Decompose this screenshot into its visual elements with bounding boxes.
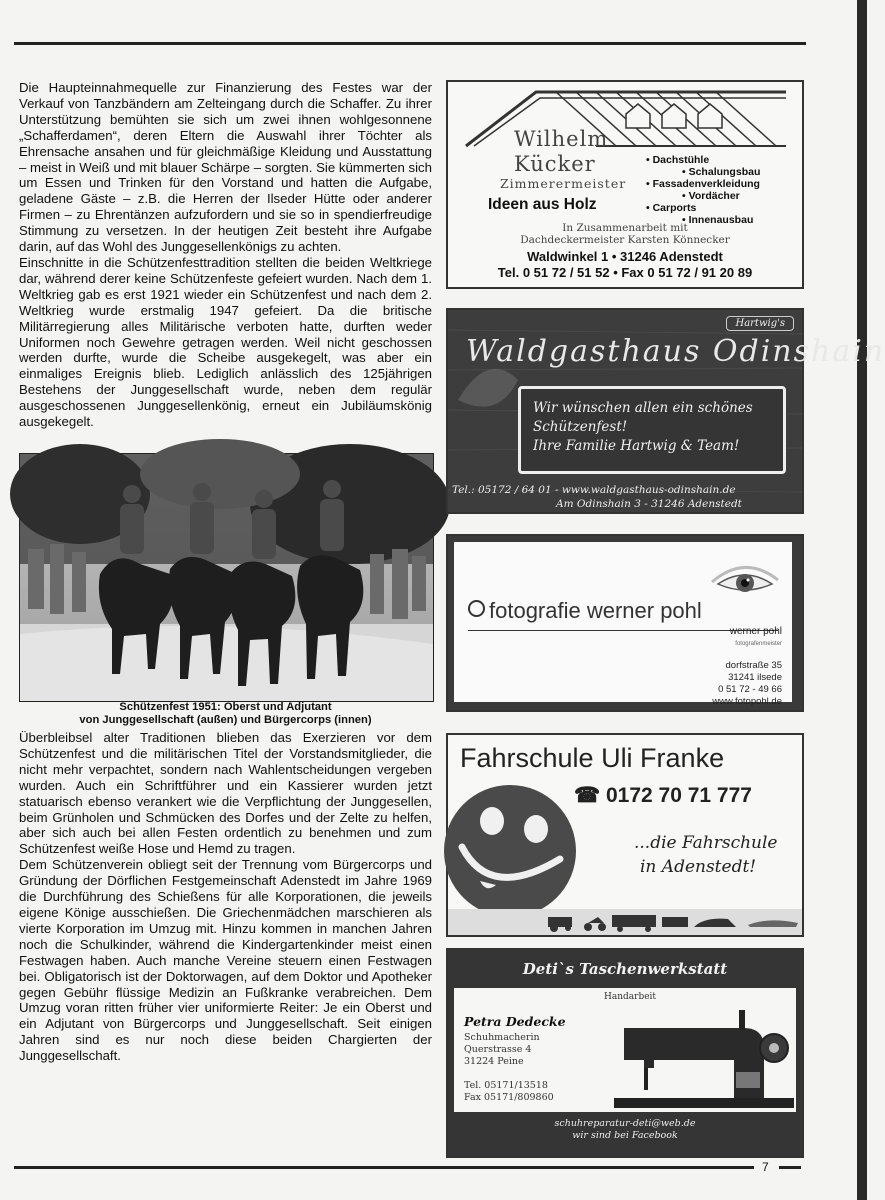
slogan-line: ...die Fahrschule	[634, 833, 778, 853]
services-list	[646, 154, 760, 226]
ad-kuecker	[446, 80, 804, 289]
cooperation-line: Dachdeckermeister Karsten Könnecker	[520, 234, 730, 246]
address-block	[464, 1032, 540, 1068]
phone-line	[574, 783, 752, 808]
studio-name-text: fotografie werner pohl	[489, 598, 702, 623]
facebook-note: wir sind bei Facebook	[572, 1130, 678, 1141]
slogan	[634, 831, 778, 879]
greeting-line: Schützenfest!	[533, 419, 628, 435]
service-item: • Innenausbau	[682, 214, 754, 226]
camera-lens-icon	[468, 600, 485, 617]
city: 31224 Peine	[464, 1056, 524, 1067]
vehicles-icon	[448, 909, 802, 935]
service-item: • Vordächer	[682, 190, 740, 202]
hartwigs-logo: Hartwig's	[726, 316, 794, 331]
school-name: Fahrschule Uli Franke	[460, 743, 725, 773]
footer-rule	[14, 1166, 754, 1169]
service-item: • Schalungsbau	[682, 166, 761, 178]
contact-footer	[448, 1118, 802, 1142]
article-column-top	[19, 80, 432, 430]
greeting-box	[518, 386, 786, 474]
ad-fotografie-pohl	[446, 534, 804, 712]
caption-line: von Junggesellschaft (außen) und Bürgercorps (innen)	[79, 714, 372, 726]
leaf-icon	[458, 369, 518, 407]
header-rule	[14, 42, 806, 45]
article-paragraph: Die Haupteinnahmequelle zur Finanzierung des Festes war der Verkauf von Tanzbändern am Zelteingang durch die Schaffer. Zu ihrer Unterstützung bemühten sie sich um zwei ihnen wohlgesonnene „Schafferdamen“, deren Eltern die Auswahl ihrer Töchter als Ehrensache ansahen und für gleichmäßige Kleidung und Ausstattung – meist in Weiß und mit blauer Schärpe – sorgten. Sie kümmerten sich um Essen und Trinken für den Vorstand und hatten die Aufgabe, geladene Gäste – z.B. die Herren der Ilseder Hütte oder anderer Firmen – zu Ehrentänzen aufzufordern und sie so in spendierfreudige Stimmung zu versetzen. In der heutigen Zeit besteht ihre Aufgabe darin, auf das Wohl des Junggesellenkönigs zu achten.	[19, 80, 432, 255]
owner-name: Petra Dedecke	[464, 1014, 566, 1029]
greeting-text	[533, 399, 773, 456]
service-item: • Fassadenverkleidung	[646, 178, 760, 190]
vehicle-strip	[448, 909, 802, 935]
cooperation-note	[448, 222, 802, 246]
email: schuhreparatur-deti@web.de	[554, 1118, 696, 1129]
bus-icon	[662, 917, 688, 927]
phone: 0 51 72 - 49 66	[718, 684, 782, 695]
company-name: Kücker	[514, 152, 596, 176]
article-paragraph: Dem Schützenverein obliegt seit der Trennung vom Bürgercorps und Gründung der Dörflichen Festgemeinschaft Adenstedt im Jahre 1969 die Durchführung des Schießens für alle Korporationen, die jeweils eigene Könige ausschießen. Die Griechenmädchen marschieren als vierte Korporation im Umzug mit. Hinzu kommen in manchen Jahren noch die Schulkinder, während die Kindergartenkinder meist einen Festwagen haben. Auch manche Vereine steuern einen Festwagen bei. Obligatorisch ist der Doktorwagen, auf dem Doktor und Apotheker gegen Gebühr flüssige Medizin an Fußkranke verabreichen. Dem Umzug voran ritten früher vier uniformierte Reiter: Je ein Oberst und ein Adjutant von Bürgercorps und Junggesellschaft. Seit einigen Jahren sind es nur noch diese beiden Chargierten der Junggesellschaft.	[19, 857, 432, 1064]
website: www.fotopohl.de	[712, 696, 782, 707]
ad-fahrschule-franke	[446, 733, 804, 937]
fax: Fax 05171/809860	[464, 1092, 554, 1103]
greeting-line: Wir wünschen allen ein schönes	[533, 400, 753, 416]
telephone-icon: ☎	[574, 784, 606, 807]
service-item: • Carports	[646, 202, 697, 214]
phone: Tel. 0 51 72 / 51 52 • Fax 0 51 72 / 91 20 89	[497, 265, 753, 280]
street: Querstrasse 4	[464, 1044, 532, 1055]
contact-block	[712, 626, 782, 708]
owner-name: werner pohl	[729, 626, 782, 637]
street: dorfstraße 35	[725, 660, 782, 671]
riders-photo-illustration	[20, 454, 433, 701]
motorcycle-icon	[588, 917, 604, 923]
contact-line: Tel.: 05172 / 64 01 - www.waldgasthaus-odinshain.de	[452, 484, 736, 496]
article-paragraph: Einschnitte in die Schützenfesttradition stellten die beiden Weltkriege dar, während derer keine Schützenfeste gefeiert wurden. Nach dem 1. Weltkrieg gab es erst 1921 wieder ein Schützenfest und nach dem 2. Weltkrieg wurde erstmalig 1947 gefeiert. Da die britische Militärregierung alles Militärische verboten hatte, durften weder Uniformen noch Gewehre getragen werden. Weil nicht geschossen werden durfte, wurde die Scheibe ausgekegelt, was aber ein einmaliges Ereignis blieb. Lediglich anlässlich des 125jährigen Bestehens der Junggesellschaft wurde, neben dem regulär ausgeschossenen Junggesellenkönig, erneut ein Jubiläumskönig ausgekegelt.	[19, 254, 432, 430]
caption-line: Schützenfest 1951: Oberst und Adjutant	[119, 701, 332, 713]
company-name: Wilhelm	[514, 127, 609, 151]
contact-block	[448, 249, 802, 281]
address-line: Am Odinshain 3 - 31246 Adenstedt	[556, 498, 742, 510]
city: 31241 ilsede	[728, 672, 782, 683]
greeting-line: Ihre Familie Hartwig & Team!	[533, 438, 740, 454]
page-edge	[857, 0, 867, 1200]
ad-odinshain	[446, 308, 885, 514]
sewing-machine-icon	[614, 998, 794, 1110]
ad-panel	[454, 988, 796, 1112]
smiley-icon	[450, 781, 590, 911]
page-number: 7	[762, 1160, 769, 1174]
ad-detis-taschenwerkstatt	[446, 948, 804, 1158]
cooperation-line: In Zusammenarbeit mit	[562, 222, 688, 234]
article-paragraph: Überbleibsel alter Traditionen blieben das Exerzieren vor dem Schützenfest und die militärischen Titel der Vorstandsmitglieder, die nicht mehr verpachtet, sondern nach Wahlentscheidungen vergeben wurden. Auch ein Schriftführer und ein Kassierer wurden jetzt statuarisch ebenso verankert wie die Verpflichtung der Junggesellen, beim Grünholen und Schmücken des Dorfes und der Zelte zu helfen, aber sich auch bei allen Festen ordentlich zu benehmen und zum Schützenfest weiße Hose und Hemd zu tragen.	[19, 730, 432, 857]
address: Waldwinkel 1 • 31246 Adenstedt	[527, 249, 723, 264]
owner-job: Schuhmacherin	[464, 1032, 540, 1043]
slogan: Ideen aus Holz	[488, 196, 597, 213]
phone-number: 0172 70 71 777	[606, 784, 752, 807]
photo-caption	[19, 701, 432, 727]
shop-name: Deti`s Taschenwerkstatt	[522, 960, 728, 978]
ad-panel	[454, 542, 792, 707]
restaurant-name: Waldgasthaus Odinshain	[466, 334, 885, 369]
historic-photo	[19, 453, 434, 702]
slogan-line: in Adenstedt!	[640, 857, 757, 877]
truck-icon	[612, 915, 656, 927]
phone-block	[464, 1080, 554, 1104]
article-column-bottom	[19, 730, 432, 1064]
eye-icon	[710, 556, 780, 596]
owner-title: fotografenmeister	[735, 641, 782, 647]
boat-icon	[748, 920, 798, 927]
telephone: Tel. 05171/13518	[464, 1080, 548, 1091]
studio-name	[468, 598, 702, 624]
craft-label: Handarbeit	[604, 992, 657, 1002]
footer-rule-end	[779, 1166, 801, 1169]
service-item: • Dachstühle	[646, 154, 710, 166]
car-icon	[694, 919, 736, 927]
company-subtitle: Zimmerermeister	[500, 176, 627, 191]
